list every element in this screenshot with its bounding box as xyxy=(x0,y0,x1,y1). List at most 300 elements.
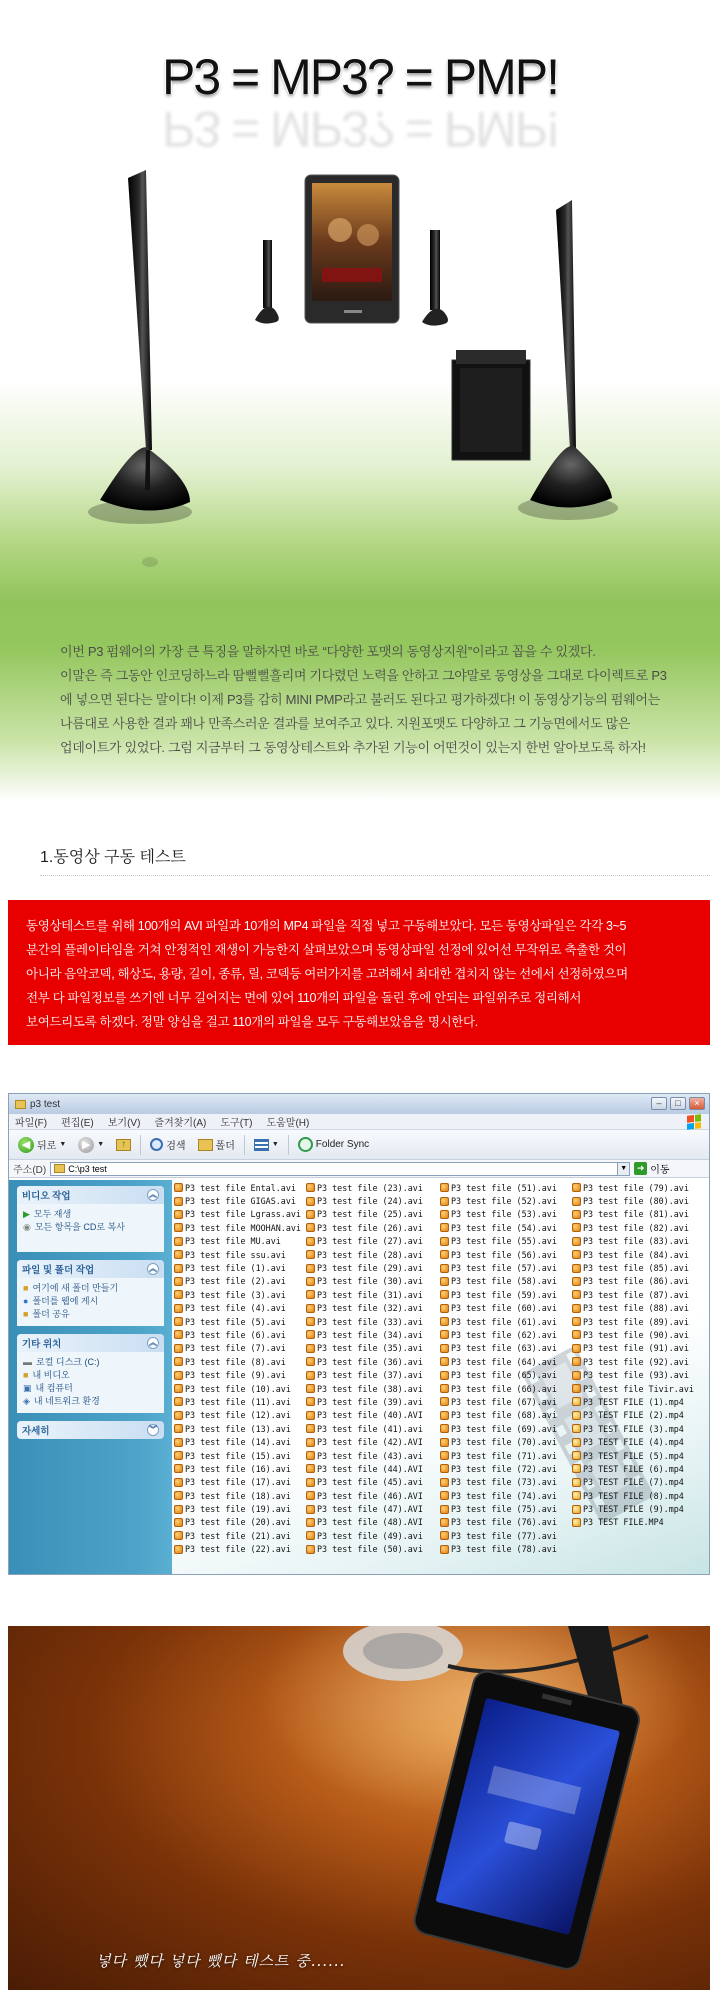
file-name: P3 test file (57).avi xyxy=(451,1263,557,1274)
file-item[interactable] xyxy=(572,1342,707,1355)
file-item[interactable] xyxy=(440,1235,575,1248)
file-item[interactable] xyxy=(440,1315,575,1328)
file-item[interactable] xyxy=(306,1435,441,1448)
file-name: P3 test file (55).avi xyxy=(451,1236,557,1247)
link-label: 폴더 공유 xyxy=(32,1309,70,1319)
file-name: P3 test file (42).AVI xyxy=(317,1437,423,1448)
photo-caption: 넣다 뺐다 넣다 뺐다 테스트 중...... xyxy=(96,1952,346,1970)
video-file-icon xyxy=(440,1357,449,1366)
video-file-icon xyxy=(174,1464,183,1473)
file-item[interactable] xyxy=(174,1194,309,1207)
file-name: P3 test file (19).avi xyxy=(185,1504,291,1515)
views-button[interactable] xyxy=(251,1137,282,1153)
file-item[interactable] xyxy=(174,1235,309,1248)
video-file-icon xyxy=(440,1344,449,1353)
file-name: P3 TEST FILE (5).mp4 xyxy=(583,1450,684,1461)
file-item[interactable] xyxy=(306,1476,441,1489)
folder-icon xyxy=(54,1164,65,1173)
file-name: P3 test file (56).avi xyxy=(451,1249,557,1260)
video-file-icon xyxy=(174,1223,183,1232)
video-file-icon xyxy=(440,1424,449,1433)
link-label: 내 컴퓨터 xyxy=(35,1383,73,1393)
file-name: P3 test file (22).avi xyxy=(185,1544,291,1555)
file-item[interactable] xyxy=(572,1302,707,1315)
file-item[interactable] xyxy=(306,1395,441,1408)
file-name: P3 test file (36).avi xyxy=(317,1356,423,1367)
file-item[interactable] xyxy=(174,1502,309,1515)
menu-help[interactable]: 도움말(H) xyxy=(266,1118,310,1129)
other-places-panel xyxy=(17,1334,164,1413)
video-file-icon xyxy=(440,1277,449,1286)
page-title-reflection: P3 = MP3? = PMP! xyxy=(162,101,558,157)
file-name: P3 test file (88).avi xyxy=(583,1303,689,1314)
file-item[interactable] xyxy=(440,1529,575,1542)
file-item[interactable] xyxy=(440,1395,575,1408)
file-item[interactable] xyxy=(572,1395,707,1408)
file-name: P3 test file (33).avi xyxy=(317,1316,423,1327)
task-pane xyxy=(9,1180,172,1574)
panel-header[interactable] xyxy=(17,1260,164,1278)
section-heading: 1.동영상 구동 테스트 xyxy=(40,849,186,866)
file-item[interactable] xyxy=(174,1476,309,1489)
video-file-icon xyxy=(440,1250,449,1259)
file-item[interactable] xyxy=(306,1248,441,1261)
maximize-button[interactable]: □ xyxy=(670,1097,686,1110)
file-name: P3 test file (70).avi xyxy=(451,1437,557,1448)
file-name: P3 test file (45).avi xyxy=(317,1477,423,1488)
file-item[interactable] xyxy=(440,1302,575,1315)
file-name: P3 test file (78).avi xyxy=(451,1544,557,1555)
file-item[interactable] xyxy=(440,1221,575,1234)
file-name: P3 test file Ental.avi xyxy=(185,1182,296,1193)
file-name: P3 test file (90).avi xyxy=(583,1329,689,1340)
video-file-icon xyxy=(440,1223,449,1232)
video-file-icon xyxy=(572,1304,581,1313)
video-file-icon xyxy=(174,1397,183,1406)
file-item[interactable] xyxy=(572,1409,707,1422)
file-item[interactable] xyxy=(572,1476,707,1489)
file-item[interactable] xyxy=(440,1516,575,1529)
video-file-icon xyxy=(306,1424,315,1433)
file-item[interactable] xyxy=(306,1208,441,1221)
link-label: 여기에 새 폴더 만들기 xyxy=(32,1283,119,1293)
video-file-icon xyxy=(174,1304,183,1313)
file-item[interactable] xyxy=(440,1368,575,1381)
file-item[interactable] xyxy=(174,1462,309,1475)
file-item[interactable] xyxy=(572,1449,707,1462)
file-item[interactable] xyxy=(572,1288,707,1301)
search-button[interactable] xyxy=(147,1135,188,1154)
video-file-icon xyxy=(572,1384,581,1393)
file-name: P3 test file (69).avi xyxy=(451,1423,557,1434)
file-item[interactable] xyxy=(440,1355,575,1368)
file-item[interactable] xyxy=(440,1476,575,1489)
chevron-down-icon[interactable]: ▼ xyxy=(617,1163,629,1175)
disk-icon: ▬ xyxy=(23,1357,32,1367)
menu-file[interactable]: 파일(F) xyxy=(15,1118,48,1129)
file-item[interactable] xyxy=(174,1181,309,1194)
video-file-icon xyxy=(440,1330,449,1339)
file-name: P3 test file (89).avi xyxy=(583,1316,689,1327)
video-file-icon xyxy=(306,1264,315,1273)
video-file-icon xyxy=(440,1478,449,1487)
local-disk-link[interactable] xyxy=(23,1356,158,1369)
file-name: P3 test file (51).avi xyxy=(451,1182,557,1193)
file-item[interactable] xyxy=(174,1261,309,1274)
video-file-icon xyxy=(306,1371,315,1380)
panel-header[interactable] xyxy=(17,1421,164,1439)
back-label: 뒤로 xyxy=(37,1141,57,1152)
file-item[interactable] xyxy=(306,1502,441,1515)
play-all-link[interactable] xyxy=(23,1208,158,1221)
file-name: P3 test file (93).avi xyxy=(583,1370,689,1381)
go-button[interactable] xyxy=(634,1161,669,1176)
menu-favorites[interactable]: 즐겨찾기(A) xyxy=(154,1118,207,1129)
file-item[interactable] xyxy=(440,1382,575,1395)
new-folder-link[interactable] xyxy=(23,1282,158,1295)
video-file-icon xyxy=(174,1277,183,1286)
publish-web-link[interactable] xyxy=(23,1295,158,1308)
file-item[interactable] xyxy=(174,1489,309,1502)
link-label: 모두 재생 xyxy=(33,1209,72,1219)
file-name: P3 test file MOOHAN.avi xyxy=(185,1222,301,1233)
file-name: P3 test file (63).avi xyxy=(451,1343,557,1354)
panel-body xyxy=(17,1278,164,1326)
video-file-icon xyxy=(572,1290,581,1299)
file-item[interactable] xyxy=(306,1302,441,1315)
video-file-icon xyxy=(306,1438,315,1447)
file-item[interactable] xyxy=(572,1315,707,1328)
file-name: P3 test file (74).avi xyxy=(451,1490,557,1501)
file-name: P3 test file (2).avi xyxy=(185,1276,286,1287)
file-item[interactable] xyxy=(440,1208,575,1221)
file-item[interactable] xyxy=(306,1275,441,1288)
video-file-icon xyxy=(440,1210,449,1219)
file-item[interactable] xyxy=(572,1235,707,1248)
video-file-icon xyxy=(174,1357,183,1366)
video-file-icon xyxy=(174,1264,183,1273)
file-item[interactable] xyxy=(572,1502,707,1515)
video-file-icon xyxy=(306,1210,315,1219)
video-file-icon xyxy=(306,1545,315,1554)
file-name: P3 test file (53).avi xyxy=(451,1209,557,1220)
file-name: P3 test file (82).avi xyxy=(583,1222,689,1233)
file-item[interactable] xyxy=(306,1543,441,1556)
hero-section xyxy=(0,0,720,800)
video-file-icon xyxy=(306,1197,315,1206)
file-item[interactable] xyxy=(174,1315,309,1328)
file-item[interactable] xyxy=(440,1194,575,1207)
file-item[interactable] xyxy=(174,1382,309,1395)
file-column xyxy=(174,1181,309,1556)
play-icon: ▶ xyxy=(23,1209,30,1219)
file-name: P3 test file (68).avi xyxy=(451,1410,557,1421)
video-tasks-panel xyxy=(17,1186,164,1252)
collapse-icon[interactable]: ︽ xyxy=(149,1264,157,1273)
file-item[interactable] xyxy=(174,1208,309,1221)
file-name: P3 test file (50).avi xyxy=(317,1544,423,1555)
file-item[interactable] xyxy=(174,1275,309,1288)
file-item[interactable] xyxy=(440,1462,575,1475)
file-item[interactable] xyxy=(440,1342,575,1355)
section-divider xyxy=(40,875,710,876)
file-item[interactable] xyxy=(174,1435,309,1448)
video-file-icon xyxy=(440,1317,449,1326)
file-item[interactable] xyxy=(174,1342,309,1355)
speaker-system-image xyxy=(0,150,720,570)
file-name: P3 TEST FILE (9).mp4 xyxy=(583,1504,684,1515)
video-file-icon xyxy=(306,1330,315,1339)
video-file-icon xyxy=(306,1290,315,1299)
file-item[interactable] xyxy=(572,1516,707,1529)
video-file-icon xyxy=(440,1290,449,1299)
folder-icon xyxy=(15,1100,26,1109)
file-item[interactable] xyxy=(306,1342,441,1355)
file-name: P3 test file (92).avi xyxy=(583,1356,689,1367)
file-item[interactable] xyxy=(440,1181,575,1194)
file-item[interactable] xyxy=(306,1449,441,1462)
file-name: P3 test file (15).avi xyxy=(185,1450,291,1461)
folder-sync-button[interactable] xyxy=(295,1135,372,1154)
video-file-icon xyxy=(174,1371,183,1380)
chevron-down-icon: ▼ xyxy=(271,1141,279,1148)
video-file-icon xyxy=(572,1197,581,1206)
file-name: P3 test file (73).avi xyxy=(451,1477,557,1488)
file-item[interactable] xyxy=(306,1529,441,1542)
file-item[interactable] xyxy=(174,1302,309,1315)
file-item[interactable] xyxy=(174,1409,309,1422)
folders-button[interactable] xyxy=(195,1135,238,1154)
video-file-icon xyxy=(440,1264,449,1273)
network-icon: ◈ xyxy=(23,1396,30,1406)
link-label: 내 네트워크 환경 xyxy=(33,1396,100,1406)
file-item[interactable] xyxy=(572,1328,707,1341)
file-item[interactable] xyxy=(440,1261,575,1274)
minimize-button[interactable]: – xyxy=(651,1097,667,1110)
menu-edit[interactable]: 편집(E) xyxy=(61,1118,94,1129)
intro-line: 이번 P3 펌웨어의 가장 큰 특징을 말하자면 바로 “다양한 포맷의 동영상지원”이라고 꼽을 수 있겠다. xyxy=(60,644,596,659)
file-item[interactable] xyxy=(174,1248,309,1261)
file-item[interactable] xyxy=(306,1288,441,1301)
menu-tools[interactable]: 도구(T) xyxy=(220,1118,253,1129)
address-input[interactable] xyxy=(50,1162,630,1176)
file-item[interactable] xyxy=(306,1328,441,1341)
file-name: P3 test file (79).avi xyxy=(583,1182,689,1193)
file-item[interactable] xyxy=(174,1529,309,1542)
network-link[interactable] xyxy=(23,1395,158,1408)
go-arrow-icon: ➜ xyxy=(634,1162,647,1175)
collapse-icon[interactable]: ︽ xyxy=(149,1338,157,1347)
video-file-icon xyxy=(440,1183,449,1192)
file-item[interactable] xyxy=(440,1449,575,1462)
video-file-icon xyxy=(440,1505,449,1514)
panel-header[interactable] xyxy=(17,1334,164,1352)
window-titlebar[interactable] xyxy=(9,1094,709,1114)
file-item[interactable] xyxy=(440,1328,575,1341)
video-file-icon xyxy=(440,1531,449,1540)
video-file-icon xyxy=(572,1250,581,1259)
video-file-icon xyxy=(572,1478,581,1487)
address-bar xyxy=(9,1160,709,1178)
file-item[interactable] xyxy=(572,1355,707,1368)
file-column xyxy=(572,1181,707,1529)
file-item[interactable] xyxy=(306,1489,441,1502)
file-item[interactable] xyxy=(572,1208,707,1221)
address-path: C:\p3 test xyxy=(68,1163,107,1174)
file-item[interactable] xyxy=(306,1194,441,1207)
file-item[interactable] xyxy=(306,1382,441,1395)
video-file-icon xyxy=(440,1304,449,1313)
file-item[interactable] xyxy=(306,1409,441,1422)
file-item[interactable] xyxy=(306,1235,441,1248)
video-file-icon xyxy=(572,1357,581,1366)
address-label: 주소(D) xyxy=(13,1165,47,1176)
file-item[interactable] xyxy=(306,1261,441,1274)
file-item[interactable] xyxy=(572,1181,707,1194)
collapse-icon[interactable]: ︽ xyxy=(149,1190,157,1199)
video-file-icon xyxy=(440,1545,449,1554)
file-item[interactable] xyxy=(440,1422,575,1435)
file-name: P3 test file (3).avi xyxy=(185,1289,286,1300)
video-file-icon xyxy=(440,1237,449,1246)
file-name: P3 test file (6).avi xyxy=(185,1329,286,1340)
file-name: P3 TEST FILE (1).mp4 xyxy=(583,1396,684,1407)
file-item[interactable] xyxy=(572,1194,707,1207)
video-file-icon xyxy=(306,1397,315,1406)
file-item[interactable] xyxy=(174,1328,309,1341)
forward-button[interactable] xyxy=(75,1135,107,1155)
video-file-icon xyxy=(306,1183,315,1192)
file-name: P3 test file (86).avi xyxy=(583,1276,689,1287)
page-title: P3 = MP3? = PMP! xyxy=(162,49,558,105)
video-file-icon xyxy=(174,1183,183,1192)
file-item[interactable] xyxy=(440,1248,575,1261)
file-name: P3 test file (77).avi xyxy=(451,1530,557,1541)
video-file-icon xyxy=(306,1464,315,1473)
file-item[interactable] xyxy=(174,1422,309,1435)
file-item[interactable] xyxy=(572,1275,707,1288)
file-item[interactable] xyxy=(306,1355,441,1368)
file-item[interactable] xyxy=(174,1288,309,1301)
video-file-icon xyxy=(572,1371,581,1380)
file-item[interactable] xyxy=(440,1435,575,1448)
video-file-icon xyxy=(572,1277,581,1286)
file-name: P3 test file (41).avi xyxy=(317,1423,423,1434)
chevron-down-icon: ▼ xyxy=(97,1141,105,1148)
file-name: P3 test file (5).avi xyxy=(185,1316,286,1327)
file-name: P3 test file (87).avi xyxy=(583,1289,689,1300)
expand-icon[interactable]: ︾ xyxy=(149,1425,157,1434)
file-item[interactable] xyxy=(174,1449,309,1462)
file-item[interactable] xyxy=(306,1181,441,1194)
file-item[interactable] xyxy=(174,1355,309,1368)
file-name: P3 test file MU.avi xyxy=(185,1236,281,1247)
file-item[interactable] xyxy=(440,1502,575,1515)
file-item[interactable] xyxy=(306,1221,441,1234)
video-file-icon xyxy=(306,1277,315,1286)
file-item[interactable] xyxy=(174,1368,309,1381)
file-name: P3 test file (49).avi xyxy=(317,1530,423,1541)
back-button[interactable] xyxy=(15,1135,69,1155)
file-item[interactable] xyxy=(572,1248,707,1261)
file-item[interactable] xyxy=(440,1543,575,1556)
file-item[interactable] xyxy=(174,1516,309,1529)
file-item[interactable] xyxy=(440,1409,575,1422)
file-name: P3 test file (25).avi xyxy=(317,1209,423,1220)
windows-logo-icon xyxy=(687,1114,701,1129)
my-videos-link[interactable] xyxy=(23,1369,158,1382)
video-file-icon xyxy=(572,1330,581,1339)
file-item[interactable] xyxy=(174,1221,309,1234)
file-item[interactable] xyxy=(440,1275,575,1288)
file-item[interactable] xyxy=(306,1315,441,1328)
file-item[interactable] xyxy=(306,1516,441,1529)
file-item[interactable] xyxy=(572,1382,707,1395)
panel-body xyxy=(17,1352,164,1413)
file-item[interactable] xyxy=(572,1261,707,1274)
file-item[interactable] xyxy=(306,1368,441,1381)
file-item[interactable] xyxy=(440,1489,575,1502)
file-item[interactable] xyxy=(572,1462,707,1475)
file-name: P3 test file (1).avi xyxy=(185,1263,286,1274)
video-file-icon xyxy=(440,1518,449,1527)
file-name: P3 test file (84).avi xyxy=(583,1249,689,1260)
link-label: 로컬 디스크 (C:) xyxy=(36,1357,100,1367)
file-name: P3 test file (58).avi xyxy=(451,1276,557,1287)
close-button[interactable]: × xyxy=(689,1097,705,1110)
file-name: P3 test file (52).avi xyxy=(451,1196,557,1207)
file-name: P3 test file (27).avi xyxy=(317,1236,423,1247)
folders-icon xyxy=(198,1139,213,1151)
file-item[interactable] xyxy=(572,1422,707,1435)
video-file-icon xyxy=(440,1464,449,1473)
file-column xyxy=(440,1181,575,1556)
details-panel xyxy=(17,1421,164,1439)
file-item[interactable] xyxy=(440,1288,575,1301)
file-name: P3 TEST FILE (2).mp4 xyxy=(583,1410,684,1421)
file-item[interactable] xyxy=(306,1422,441,1435)
file-name: P3 test file (59).avi xyxy=(451,1289,557,1300)
file-name: P3 TEST FILE (6).mp4 xyxy=(583,1463,684,1474)
file-name: P3 test file (40).AVI xyxy=(317,1410,423,1421)
menu-view[interactable]: 보기(V) xyxy=(107,1118,141,1129)
file-name: P3 test file (16).avi xyxy=(185,1463,291,1474)
video-file-icon xyxy=(440,1438,449,1447)
file-item[interactable] xyxy=(306,1462,441,1475)
file-item[interactable] xyxy=(572,1221,707,1234)
file-item[interactable] xyxy=(174,1395,309,1408)
file-item[interactable] xyxy=(572,1435,707,1448)
intro-line: 이말은 즉 그동안 인코딩하느라 땀뻘뻘흘리며 기다렸던 노력을 안하고 그야말로 동영상을 그대로 다이렉트로 P3 xyxy=(60,668,667,683)
video-file-icon xyxy=(572,1438,581,1447)
file-name: P3 test file (39).avi xyxy=(317,1396,423,1407)
chevron-down-icon: ▼ xyxy=(59,1141,67,1148)
file-item[interactable] xyxy=(174,1543,309,1556)
file-item[interactable] xyxy=(572,1489,707,1502)
file-name: P3 test file (34).avi xyxy=(317,1329,423,1340)
up-folder-button[interactable] xyxy=(113,1137,134,1153)
copy-to-cd-link[interactable] xyxy=(23,1221,158,1234)
file-name: P3 test file (31).avi xyxy=(317,1289,423,1300)
my-computer-link[interactable] xyxy=(23,1382,158,1395)
video-folder-icon: ■ xyxy=(23,1370,29,1380)
file-item[interactable] xyxy=(572,1368,707,1381)
panel-header[interactable] xyxy=(17,1186,164,1204)
share-folder-link[interactable] xyxy=(23,1308,158,1321)
share-icon: ■ xyxy=(23,1309,29,1319)
video-file-icon xyxy=(572,1210,581,1219)
video-file-icon xyxy=(440,1384,449,1393)
